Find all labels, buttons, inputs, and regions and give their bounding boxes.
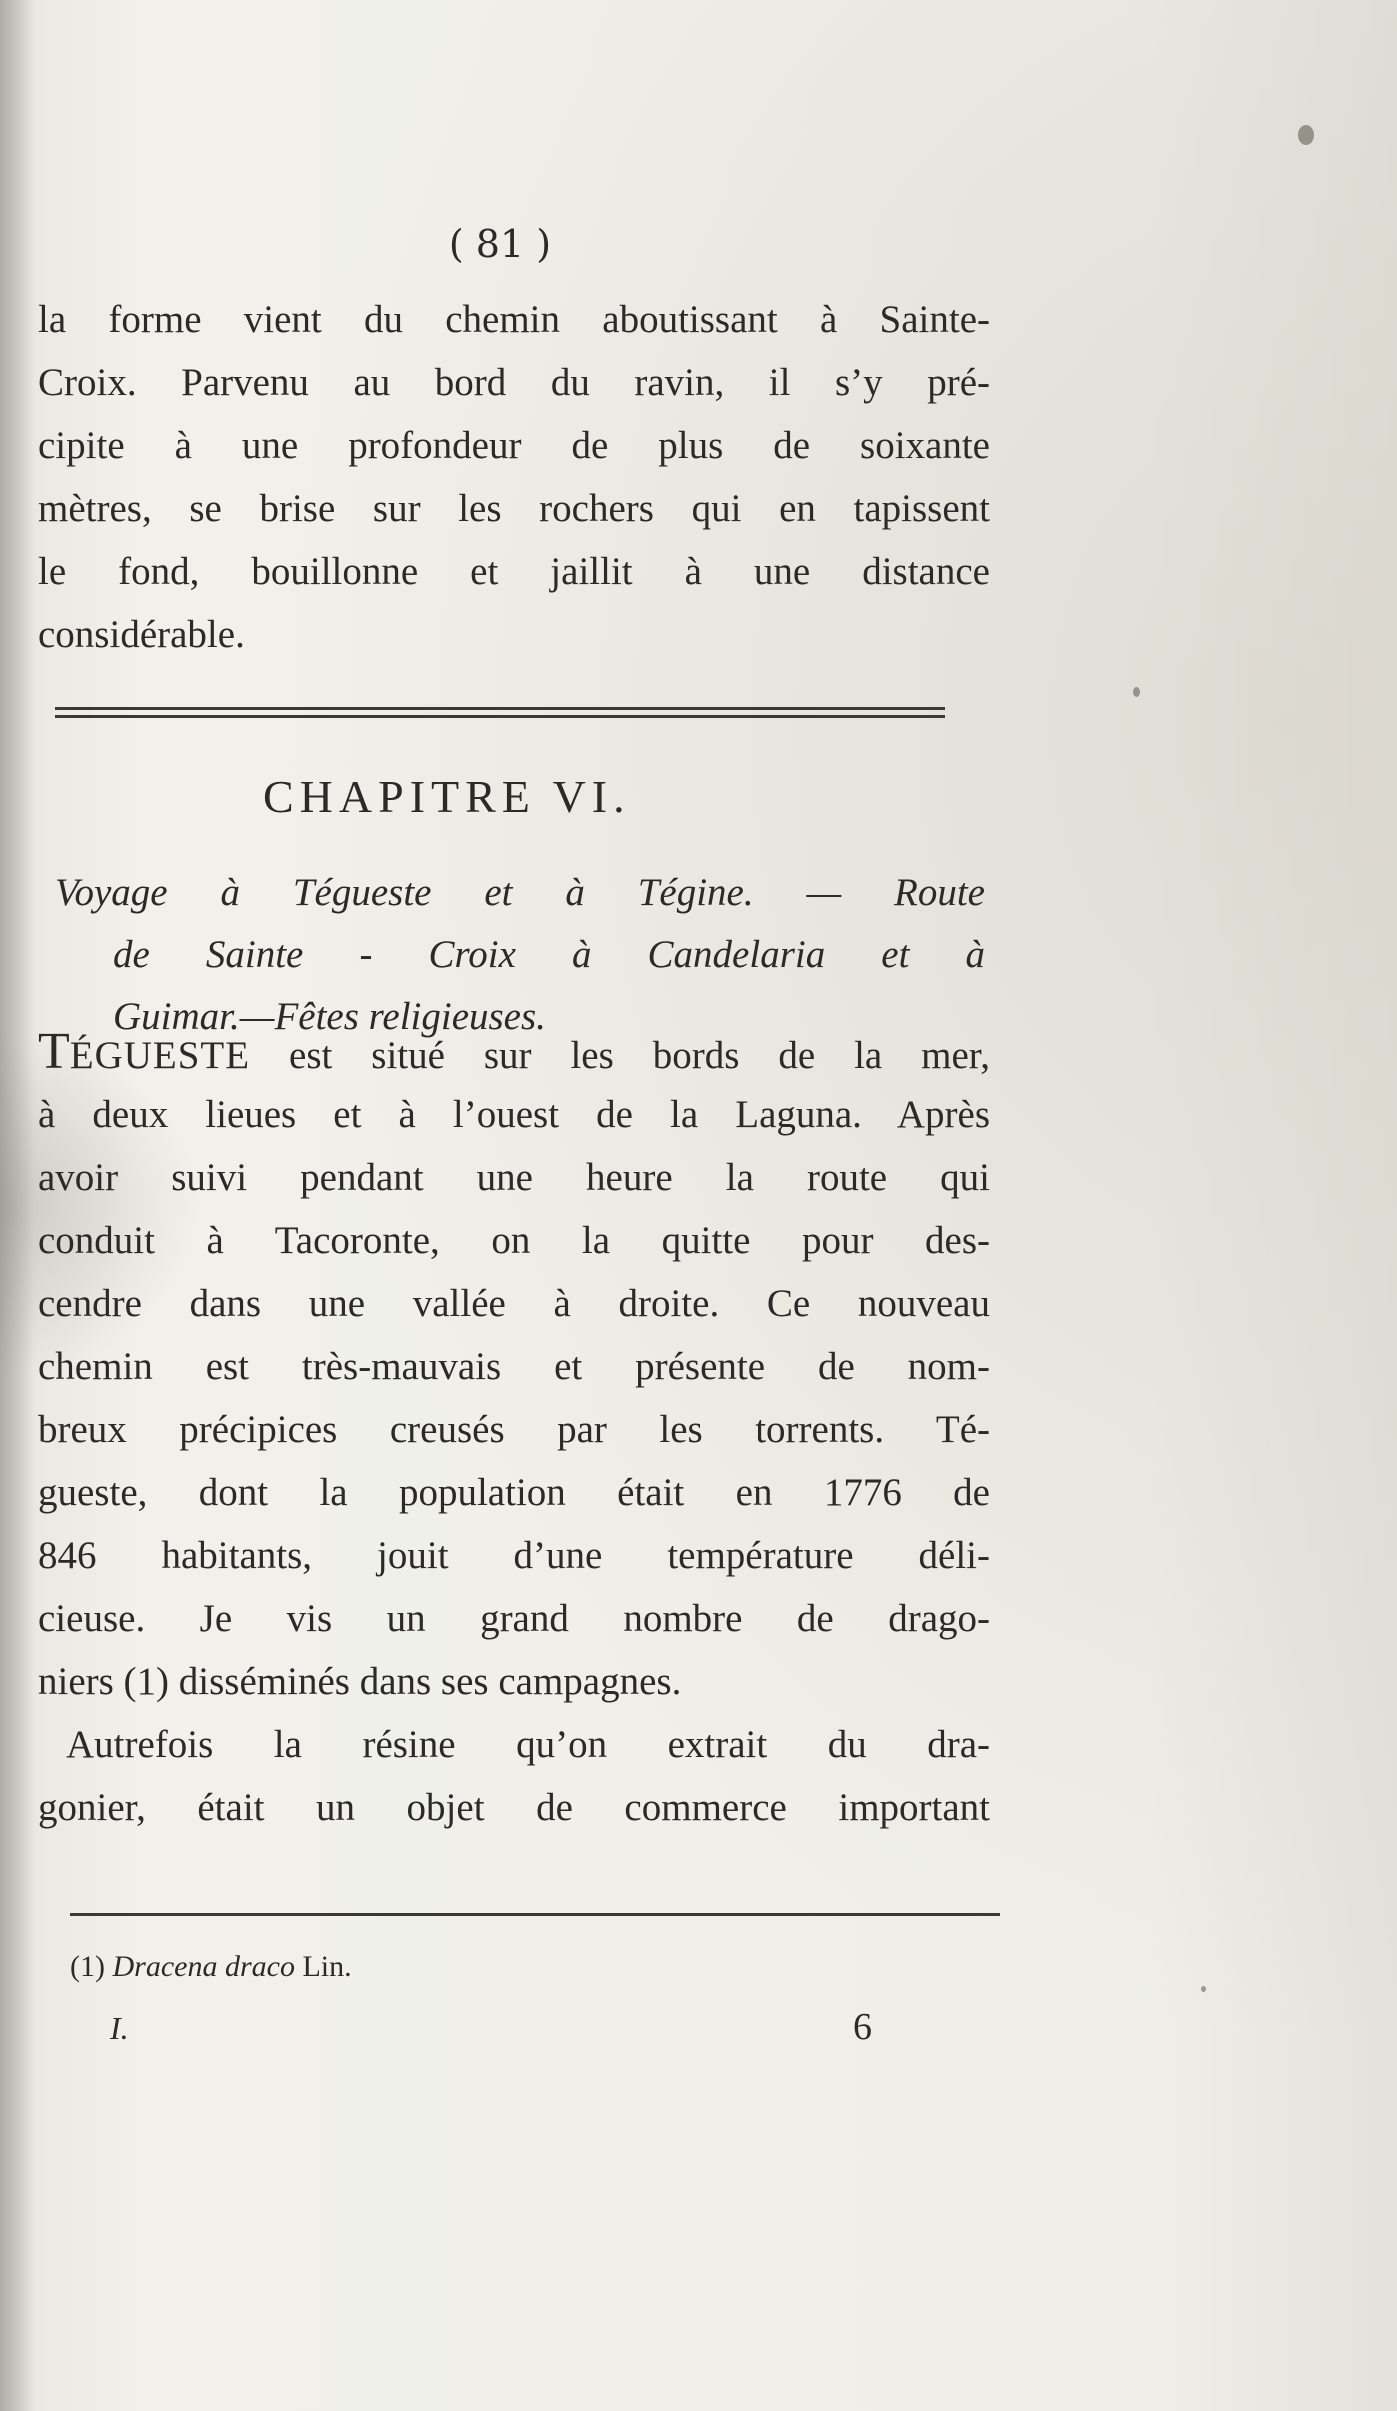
footnote-marker: (1)	[70, 1950, 105, 1983]
foxing-spot	[1298, 125, 1314, 145]
paragraph-continued	[38, 288, 990, 666]
spine-shadow	[0, 0, 34, 2411]
text-line: cipite à une profondeur de plus de soixante	[38, 424, 990, 467]
text-line: avoir suivi pendant une heure la route qui	[38, 1156, 990, 1199]
footnote-rule	[70, 1913, 1000, 1916]
text-line: chemin est très-mauvais et présente de nom-	[38, 1345, 990, 1388]
chapter-title: CHAPITRE VI.	[263, 771, 631, 822]
text-line: niers (1) disséminés dans ses campagnes.	[38, 1660, 682, 1703]
text-line: la forme vient du chemin aboutissant à Sainte-	[38, 298, 990, 341]
summary-line: de Sainte - Croix à Candelaria et à	[113, 933, 985, 976]
text-line: 846 habitants, jouit d’une température déli-	[38, 1534, 990, 1577]
text-line: considérable.	[38, 613, 245, 656]
text-line: Croix. Parvenu au bord du ravin, il s’y pré-	[38, 361, 990, 404]
smallcaps-word: ÉGUESTE	[69, 1034, 251, 1077]
footnote-text: Dracena draco	[112, 1950, 295, 1983]
first-line-rest: est situé sur les bords de la mer,	[250, 1034, 990, 1077]
text-line: gonier, était un objet de commerce important	[38, 1786, 990, 1829]
summary-line: Voyage à Tégueste et à Tégine. — Route	[55, 871, 985, 914]
text-line: gueste, dont la population était en 1776 de	[38, 1471, 990, 1514]
text-line: conduit à Tacoronte, on la quitte pour des-	[38, 1219, 990, 1262]
text-line: breux précipices creusés par les torrents. Té-	[38, 1408, 990, 1451]
dropcap: T	[38, 1023, 70, 1080]
page-number: ( 81 )	[448, 222, 552, 266]
sheet-number: 6	[853, 2006, 872, 2048]
foxing-spot	[1201, 1986, 1206, 1992]
text-line: cieuse. Je vis un grand nombre de drago-	[38, 1597, 990, 1640]
section-divider	[55, 707, 945, 718]
text-line-first	[38, 1020, 990, 1083]
foxing-spot	[1133, 687, 1140, 697]
text-line: à deux lieues et à l’ouest de la Laguna. Après	[38, 1093, 990, 1136]
text-line: cendre dans une vallée à droite. Ce nouveau	[38, 1282, 990, 1325]
signature-mark: I.	[110, 2010, 129, 2046]
summary-line: Guimar.—Fêtes religieuses.	[113, 995, 546, 1038]
text-line: mètres, se brise sur les rochers qui en tapissent	[38, 487, 990, 530]
footnote-author: Lin.	[302, 1950, 352, 1983]
text-line: le fond, bouillonne et jaillit à une distance	[38, 550, 990, 593]
paragraph-main	[38, 1020, 990, 1839]
footnote	[70, 1950, 352, 1984]
text-line: Autrefois la résine qu’on extrait du dra-	[66, 1723, 990, 1766]
